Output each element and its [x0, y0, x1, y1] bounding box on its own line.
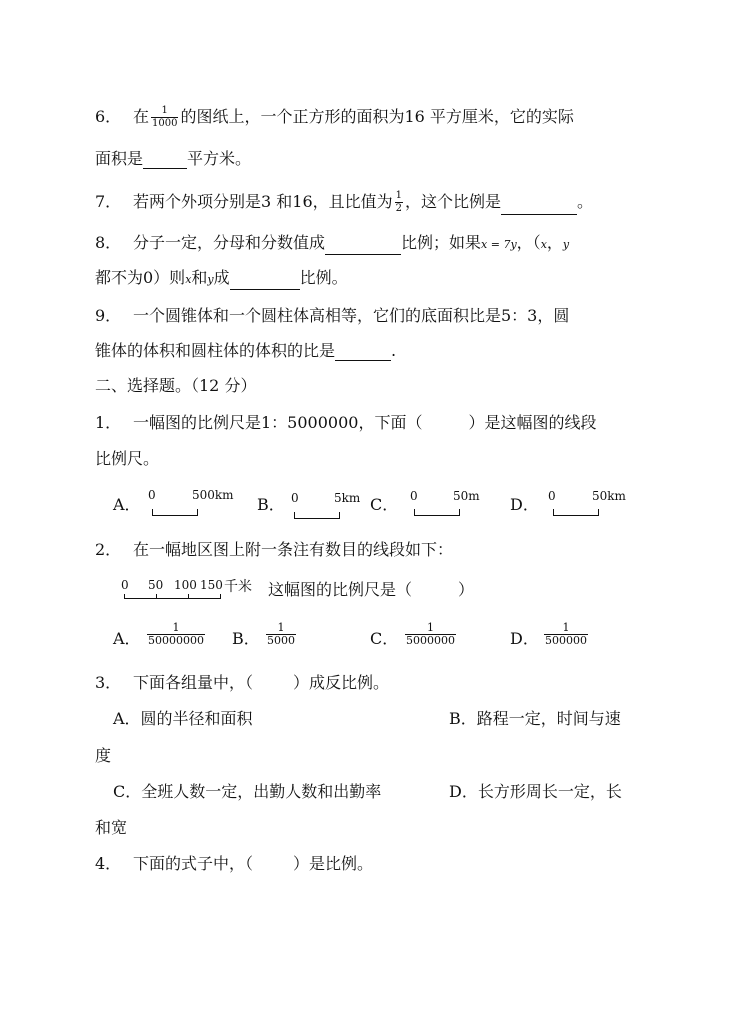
question-number: 9．	[95, 306, 122, 325]
fraction	[266, 622, 296, 647]
denominator: 50000000	[148, 634, 204, 647]
question-6-line2	[95, 149, 251, 169]
text: 这幅图的比例尺是（	[268, 580, 413, 599]
choice-question-1-line2: 比例尺。	[95, 449, 160, 468]
text: 下面的式子中，（	[133, 854, 254, 873]
choice-question-2-prompt	[268, 580, 474, 600]
numerator: 1	[395, 190, 403, 201]
scale-tick-label: 0	[121, 578, 129, 592]
question-number: 4．	[95, 854, 122, 873]
numerator: 1	[562, 621, 570, 634]
option-label: A．	[113, 629, 141, 648]
option-a[interactable]: A．圆的半径和面积	[113, 709, 253, 728]
equation: x = 7y	[481, 238, 517, 251]
question-9-line2	[95, 341, 396, 361]
text: 成	[213, 268, 230, 287]
text: ）是这幅图的线段	[468, 413, 597, 432]
choice-question-2-line1	[95, 540, 453, 560]
text: ，（	[516, 233, 541, 252]
text: ）	[458, 580, 475, 599]
scale-tick	[124, 594, 125, 599]
text: 一幅图的比例尺是1：5000000，下面（	[133, 413, 423, 432]
option-label: C．	[370, 495, 399, 514]
scale-tick-label: 100	[174, 578, 197, 592]
text: 的图纸上，一个正方形的面积为16 平方厘米，它的实际	[180, 107, 574, 126]
scale-tick-label: 50	[148, 578, 164, 592]
denominator: 5000000	[406, 634, 455, 647]
choice-question-3	[95, 673, 389, 693]
option-label: A．	[113, 495, 141, 514]
numerator: 1	[277, 621, 285, 634]
section-heading: 二、选择题。（12 分）	[95, 376, 257, 395]
question-6-line1	[95, 105, 574, 130]
text: 都不为0）则	[95, 268, 186, 287]
scale-bar	[553, 509, 599, 516]
variable-y: y	[207, 273, 214, 286]
question-number: 3．	[95, 673, 122, 692]
option-c[interactable]: C．全班人数一定，出勤人数和出勤率	[113, 782, 382, 801]
choice-question-1-line1	[95, 413, 596, 433]
text: 在一幅地区图上附一条注有数目的线段如下：	[133, 540, 454, 559]
option-label: C．	[370, 629, 399, 648]
text: 分子一定，分母和分数值成	[133, 233, 326, 252]
scale-right-label: 50m	[453, 489, 480, 503]
answer-blank[interactable]	[143, 152, 187, 169]
fraction	[147, 622, 205, 647]
option-label: B．	[257, 495, 285, 514]
scale-tick-label: 150	[200, 578, 223, 592]
text: 一个圆锥体和一个圆柱体高相等，它们的底面积比是5：3，圆	[133, 306, 570, 325]
option-label: B．	[232, 629, 260, 648]
text: ，	[546, 233, 563, 252]
scale-bar	[152, 509, 198, 516]
text: ，这个比例是	[405, 192, 502, 211]
numerator: 1	[161, 105, 168, 116]
option-b[interactable]: B．路程一定，时间与速	[449, 709, 621, 728]
scale-bar	[294, 512, 340, 519]
option-label: D．	[510, 629, 539, 648]
question-8-line2	[95, 268, 348, 290]
question-number: 6．	[95, 107, 122, 126]
scale-tick	[156, 594, 157, 599]
text: 比例；如果	[401, 233, 482, 252]
scale-tick	[220, 594, 221, 599]
text: 平方米。	[187, 149, 252, 168]
scale-unit: 千米	[224, 579, 252, 595]
text: 若两个外项分别是3 和16，且比值为	[133, 192, 393, 211]
scale-right-label: 50km	[592, 489, 626, 503]
question-7	[95, 190, 593, 215]
text: 下面各组量中，（	[133, 673, 254, 692]
question-number: 7．	[95, 192, 122, 211]
denominator: 500000	[545, 634, 587, 647]
scale-right-label: 500km	[192, 488, 234, 502]
variable-x: x	[185, 273, 192, 286]
question-number: 8．	[95, 233, 122, 252]
choice-question-4	[95, 854, 373, 874]
text: 在	[133, 107, 150, 126]
scale-tick	[188, 594, 189, 599]
scale-bar	[414, 509, 460, 516]
text: ）是比例。	[293, 854, 374, 873]
question-8-line1	[95, 233, 569, 255]
fraction	[405, 622, 456, 647]
text: ）成反比例。	[293, 673, 390, 692]
fraction	[151, 105, 178, 130]
fraction	[395, 190, 403, 215]
numerator: 1	[172, 621, 180, 634]
option-b-continued: 度	[95, 746, 112, 765]
answer-blank[interactable]	[501, 198, 577, 215]
numerator: 1	[427, 621, 434, 634]
text: 面积是	[95, 149, 144, 168]
scale-left-label: 0	[291, 491, 299, 505]
text: 锥体的体积和圆柱体的体积的比是	[95, 341, 336, 360]
option-label: D．	[510, 495, 539, 514]
text: 。	[577, 192, 594, 211]
variable-x: x	[540, 238, 547, 251]
scale-left-label: 0	[410, 489, 418, 503]
text: 比例。	[299, 268, 348, 287]
question-number: 2．	[95, 540, 122, 559]
text: .	[391, 341, 397, 360]
scale-left-label: 0	[148, 488, 156, 502]
variable-y: y	[562, 238, 570, 251]
scale-line	[124, 598, 220, 599]
answer-blank[interactable]	[335, 344, 391, 361]
question-9-line1	[95, 306, 569, 326]
option-d-continued: 和宽	[95, 818, 128, 837]
fraction	[544, 622, 588, 647]
scale-right-label: 5km	[334, 491, 361, 505]
scale-left-label: 0	[548, 489, 556, 503]
denominator: 5000	[267, 634, 295, 647]
answer-blank[interactable]	[325, 238, 401, 255]
denominator: 2	[395, 203, 403, 214]
answer-blank[interactable]	[230, 273, 300, 290]
question-number: 1．	[95, 413, 122, 432]
text: 和	[191, 268, 208, 287]
denominator: 1000	[152, 118, 178, 129]
option-d[interactable]: D．长方形周长一定，长	[449, 782, 622, 801]
